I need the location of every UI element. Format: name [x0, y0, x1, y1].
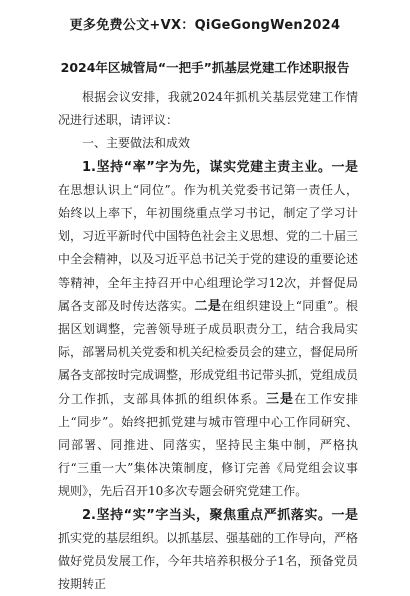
keyword-first: 一是 — [331, 159, 358, 175]
section-heading: 一、主要做法和成效 — [82, 136, 191, 151]
document-title: 2024年区城管局“一把手”抓基层党建工作述职报告 — [60, 60, 350, 75]
paragraph-1-text-3: 在工作安排上“同步”。始终把抓党建与城市管理中心工作同研究、同部署、同推进、同落实，坚持民主集中制，严格执行“三重一大”集体决策制度，修订完善《局党组会议事规则》，先后召开10多次专题会研究党建工作。 — [58, 391, 358, 499]
promo-banner: 更多免费公文+VX：QiGeGongWen2024 — [69, 18, 341, 33]
keyword-second: 二是 — [194, 298, 222, 314]
document-body — [58, 86, 358, 596]
intro-paragraph: 根据会议安排，我就2024年抓机关基层党建工作情况进行述职，请评议： — [58, 90, 358, 128]
paragraph-1 — [58, 156, 358, 504]
paragraph-1-lead: 1.坚持“率”字为先，谋实党建主责主业。 — [82, 159, 332, 175]
keyword-third: 三是 — [265, 391, 294, 407]
paragraph-2-text-1: 抓实党的基层组织。以抓基层、强基础的工作导向，严格做好党员发展工作，今年共培养积极分子1名，预备党员按期转正 — [58, 530, 359, 592]
paragraph-1-text-2: 在组织建设上“同重”。根据区划调整，完善领导班子成员职责分工，结合我局实际，部署局机关党委和机关纪检委员会的建立，督促局所属各支部按时完成调整，形成党组书记带头抓，党组成员分工作抓，支部具体抓的组织体系。 — [58, 298, 359, 406]
paragraph-2-lead: 2.坚持“实”字当头，聚焦重点严抓落实。 — [82, 507, 332, 523]
paragraph-2-keyword-first: 一是 — [331, 507, 358, 523]
paragraph-2 — [58, 504, 358, 596]
paragraph-1-text-1: 在思想认识上“同位”。作为机关党委书记第一责任人，始终以上率下，年初围绕重点学习书记，制定了学习计划，习近平新时代中国特色社会主义思想、党的二十届三中全会精神，以及习近平总书记关于党的建设的重要论述等精神，全年主持召开中心组理论学习12次，并督促局属各支部及时传达落实。 — [58, 182, 359, 313]
